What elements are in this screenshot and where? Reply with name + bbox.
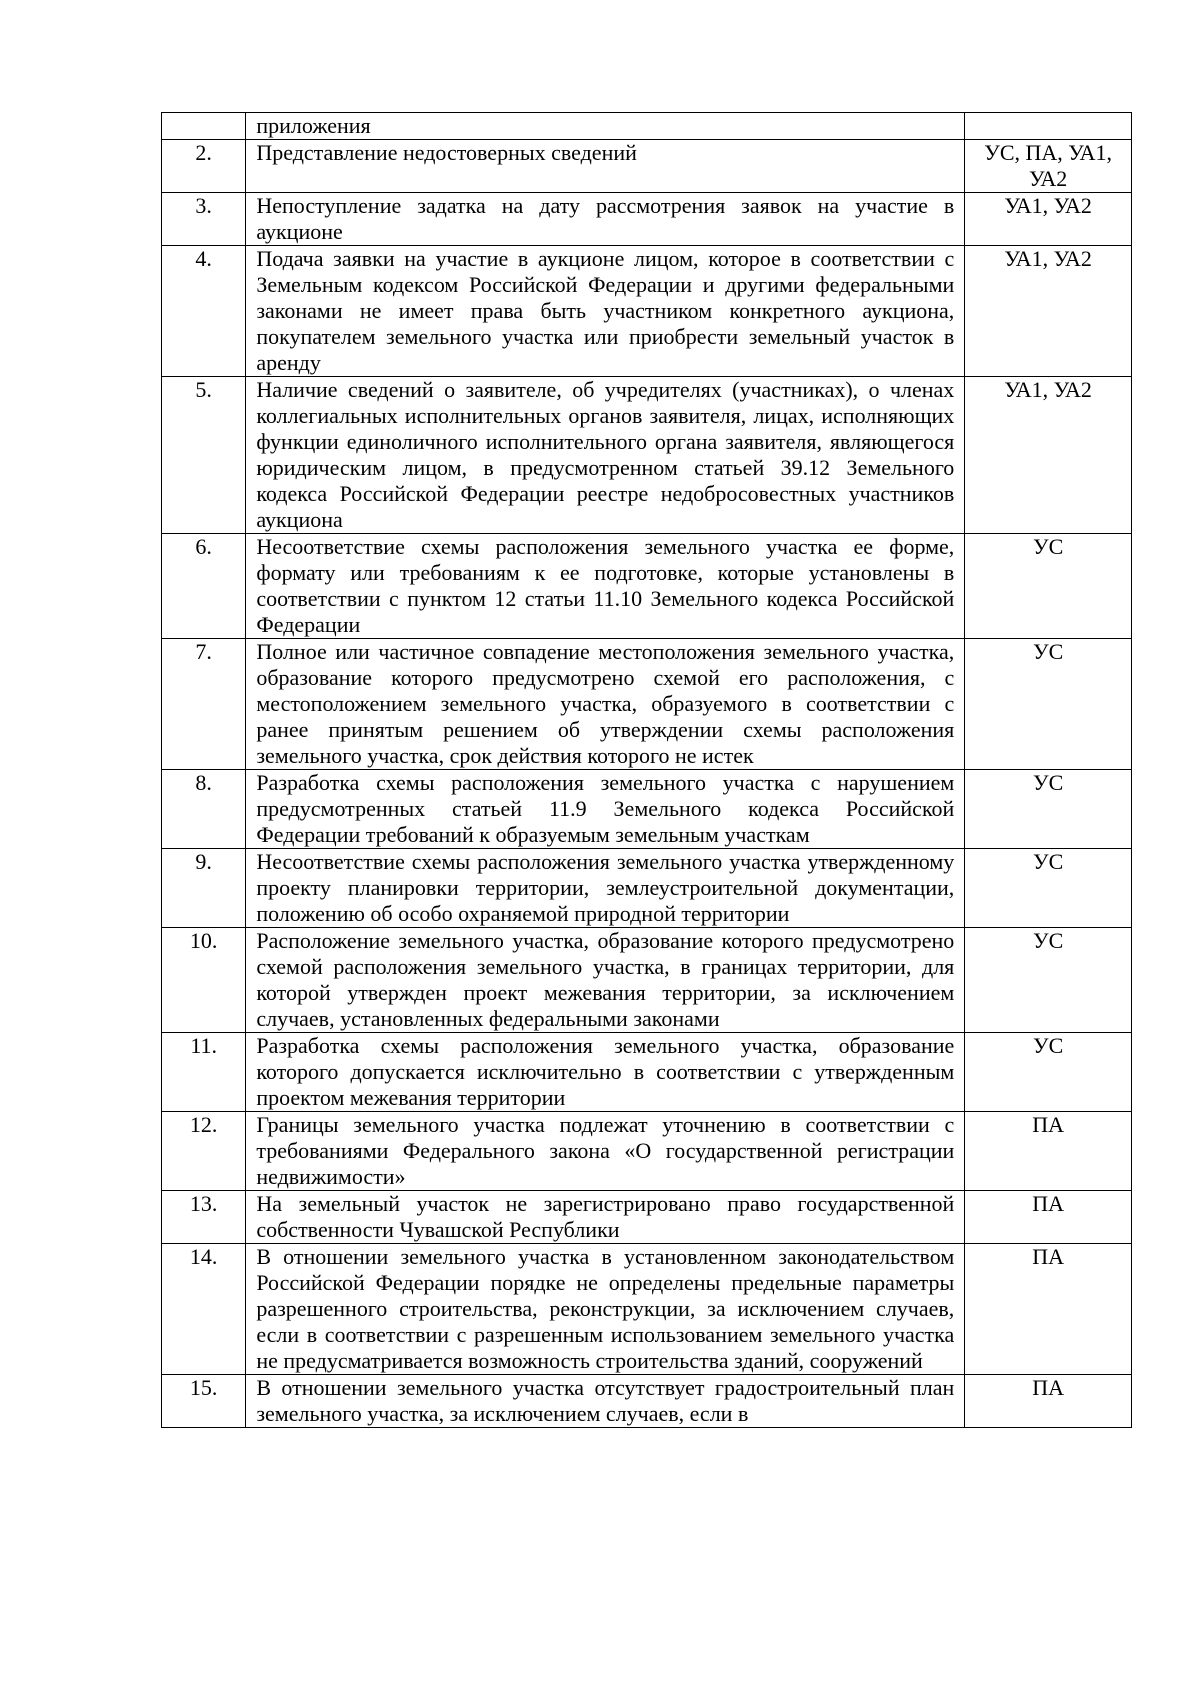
row-text: В отношении земельного участка в установленном законодательством Российской Федерации порядке не определены предельные параметры разрешенного строительства, реконструкции, за исключением случаев, если в соответствии с разрешенным использованием земельного участка не предусматривается возможность строительства зданий, сооружений (246, 1244, 965, 1375)
row-text: Несоответствие схемы расположения земельного участка ее форме, формату или требованиям к ее подготовке, которые установлены в соответствии с пунктом 12 статьи 11.10 Земельного кодекса Российской Федерации (246, 534, 965, 639)
row-number: 6. (162, 534, 246, 639)
table-row (162, 113, 1132, 140)
row-code (965, 113, 1132, 140)
row-code: ПА (965, 1112, 1132, 1191)
table-row (162, 534, 1132, 639)
row-code: ПА (965, 1191, 1132, 1244)
row-text: Подача заявки на участие в аукционе лицом, которое в соответствии с Земельным кодексом Российской Федерации и другими федеральными законами не имеет права быть участником конкретного аукциона, покупателем земельного участка или приобрести земельный участок в аренду (246, 246, 965, 377)
row-text: Несоответствие схемы расположения земельного участка утвержденному проекту планировки территории, землеустроительной документации, положению об особо охраняемой природной территории (246, 849, 965, 928)
row-code: УС (965, 1033, 1132, 1112)
row-number: 4. (162, 246, 246, 377)
row-text: Наличие сведений о заявителе, об учредителях (участниках), о членах коллегиальных исполнительных органов заявителя, лицах, исполняющих функции единоличного исполнительного органа заявителя, являющегося юридическим лицом, в предусмотренном статьей 39.12 Земельного кодекса Российской Федерации реестре недобросовестных участников аукциона (246, 377, 965, 534)
table-row (162, 1244, 1132, 1375)
row-text: В отношении земельного участка отсутствует градостроительный план земельного участка, за исключением случаев, если в (246, 1375, 965, 1428)
row-text: Разработка схемы расположения земельного участка, образование которого допускается исключительно в соответствии с утвержденным проектом межевания территории (246, 1033, 965, 1112)
row-code: УС (965, 534, 1132, 639)
table-row (162, 770, 1132, 849)
table-row (162, 1033, 1132, 1112)
row-number: 3. (162, 193, 246, 246)
grounds-table (161, 112, 1132, 1428)
row-number (162, 113, 246, 140)
table-row (162, 193, 1132, 246)
table-row (162, 1375, 1132, 1428)
row-text: приложения (246, 113, 965, 140)
row-number: 7. (162, 639, 246, 770)
row-text: Расположение земельного участка, образование которого предусмотрено схемой расположения земельного участка, в границах территории, для которой утвержден проект межевания территории, за исключением случаев, установленных федеральными законами (246, 928, 965, 1033)
row-number: 8. (162, 770, 246, 849)
row-number: 9. (162, 849, 246, 928)
row-number: 11. (162, 1033, 246, 1112)
row-number: 15. (162, 1375, 246, 1428)
row-text: Полное или частичное совпадение местоположения земельного участка, образование которого предусмотрено схемой его расположения, с местоположением земельного участка, образуемого в соответствии с ранее принятым решением об утверждении схемы расположения земельного участка, срок действия которого не истек (246, 639, 965, 770)
table-body (162, 113, 1132, 1428)
table-row (162, 246, 1132, 377)
row-text: Границы земельного участка подлежат уточнению в соответствии с требованиями Федерального закона «О государственной регистрации недвижимости» (246, 1112, 965, 1191)
table-row (162, 928, 1132, 1033)
row-code: УА1, УА2 (965, 377, 1132, 534)
row-code: ПА (965, 1244, 1132, 1375)
table-row (162, 1191, 1132, 1244)
table-row (162, 377, 1132, 534)
table-row (162, 140, 1132, 193)
row-number: 12. (162, 1112, 246, 1191)
row-code: УА1, УА2 (965, 246, 1132, 377)
row-number: 13. (162, 1191, 246, 1244)
row-text: На земельный участок не зарегистрировано право государственной собственности Чувашской Республики (246, 1191, 965, 1244)
row-code: УА1, УА2 (965, 193, 1132, 246)
table-row (162, 639, 1132, 770)
row-text: Непоступление задатка на дату рассмотрения заявок на участие в аукционе (246, 193, 965, 246)
row-number: 14. (162, 1244, 246, 1375)
row-number: 10. (162, 928, 246, 1033)
row-number: 2. (162, 140, 246, 193)
row-code: УС (965, 639, 1132, 770)
row-code: УС (965, 928, 1132, 1033)
row-code: УС, ПА, УА1, УА2 (965, 140, 1132, 193)
table-row (162, 849, 1132, 928)
table-row (162, 1112, 1132, 1191)
row-code: УС (965, 849, 1132, 928)
row-text: Представление недостоверных сведений (246, 140, 965, 193)
row-number: 5. (162, 377, 246, 534)
row-code: УС (965, 770, 1132, 849)
row-text: Разработка схемы расположения земельного участка с нарушением предусмотренных статьей 11.9 Земельного кодекса Российской Федерации требований к образуемым земельным участкам (246, 770, 965, 849)
row-code: ПА (965, 1375, 1132, 1428)
